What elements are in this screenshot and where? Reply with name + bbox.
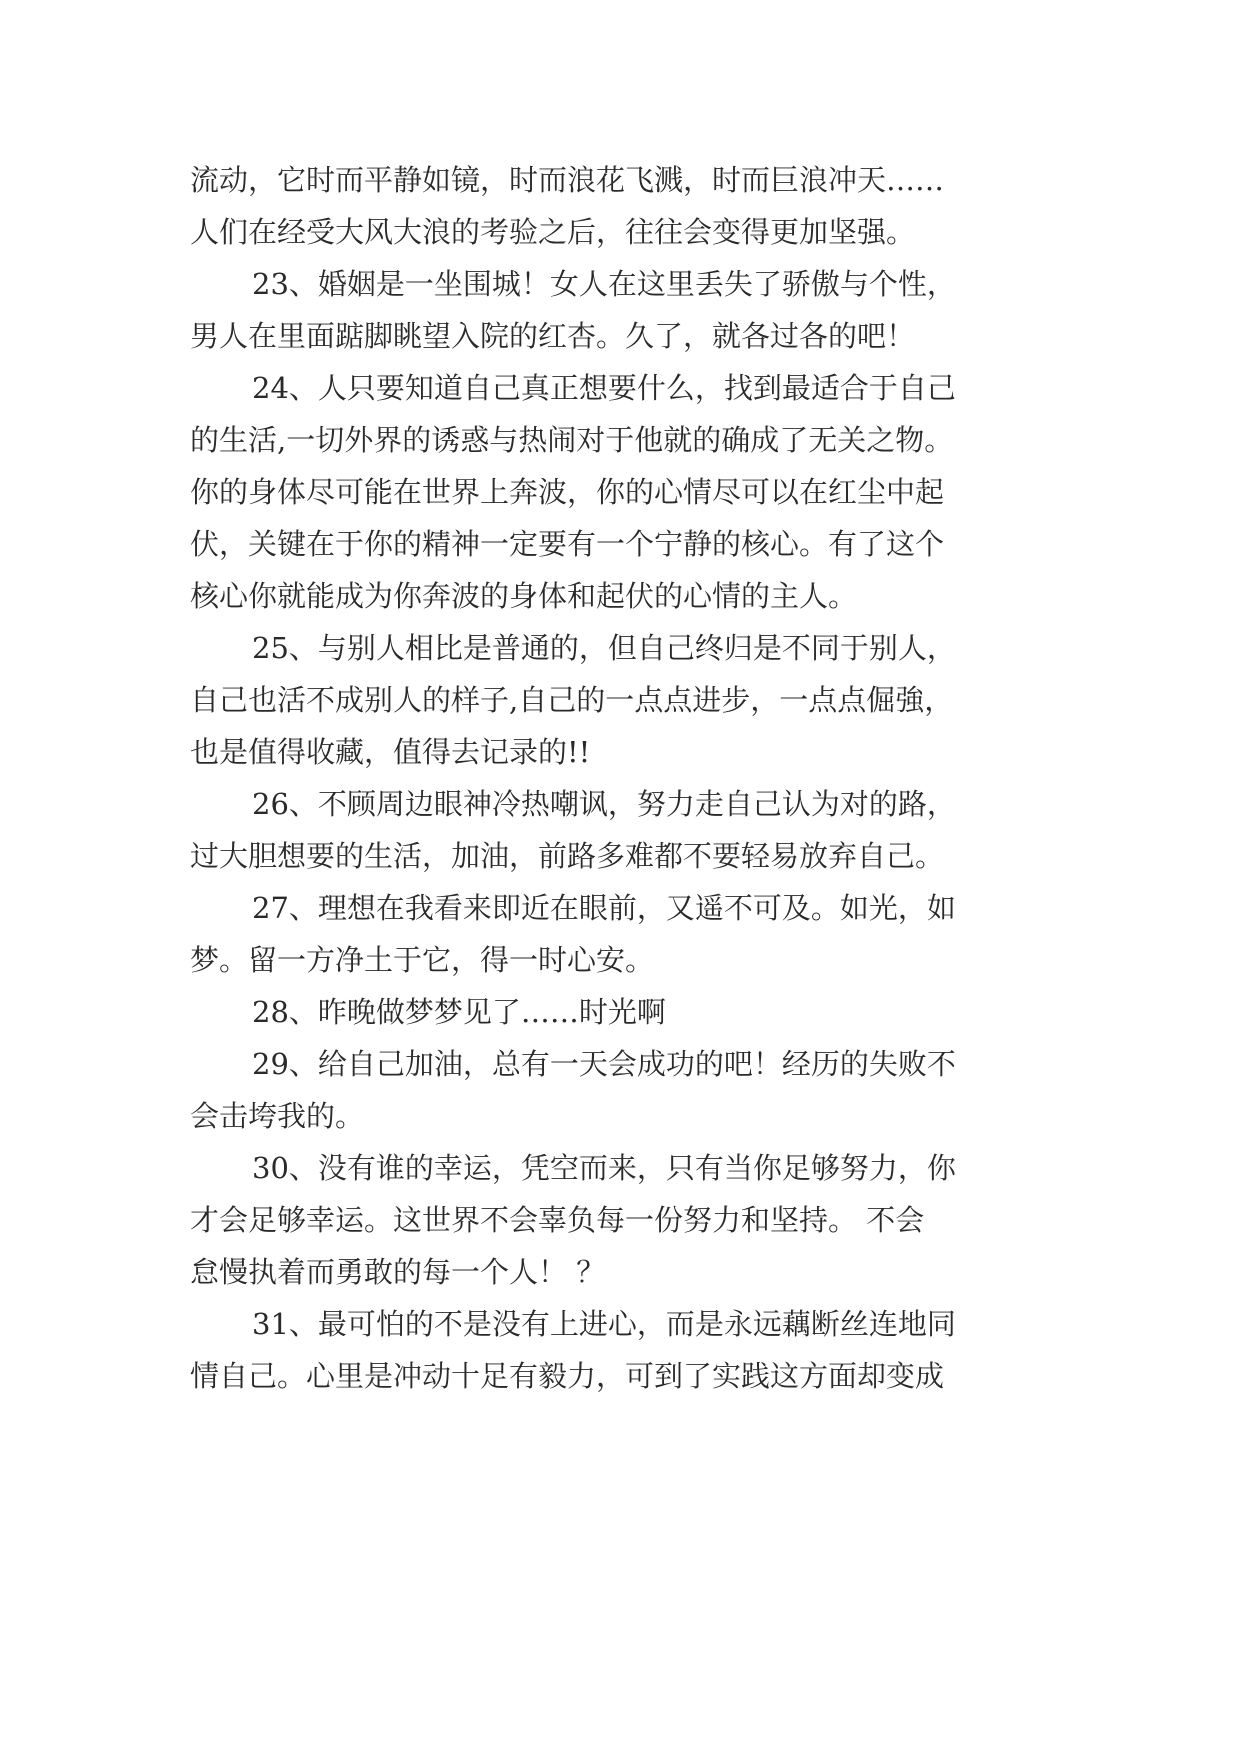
text-line: 23、婚姻是一坐围城！女人在这里丢失了骄傲与个性， — [252, 267, 956, 301]
text-line: 梦。留一方净土于它，得一时心安。 — [190, 943, 655, 977]
text-line: 会击垮我的。 — [190, 1099, 365, 1133]
text-line: 过大胆想要的生活，加油，前路多难都不要轻易放弃自己。 — [190, 839, 945, 873]
text-line: 27、理想在我看来即近在眼前，又遥不可及。如光，如 — [252, 891, 956, 925]
text-line: 也是值得收藏，值得去记录的!! — [190, 735, 591, 769]
text-line: 核心你就能成为你奔波的身体和起伏的心情的主人。 — [190, 579, 858, 613]
text-line: 31、最可怕的不是没有上进心，而是永远藕断丝连地同 — [252, 1307, 956, 1341]
text-line: 的生活,一切外界的诱惑与热闹对于他就的确成了无关之物。 — [190, 423, 954, 457]
text-line: 自己也活不成别人的样子,自己的一点点进步，一点点倔強， — [190, 683, 954, 717]
text-line: 人们在经受大风大浪的考验之后，往往会变得更加坚强。 — [190, 215, 916, 249]
text-line: 你的身体尽可能在世界上奔波，你的心情尽可以在红尘中起 — [190, 475, 945, 509]
text-line: 26、不顾周边眼神冷热嘲讽，努力走自己认为对的路， — [252, 787, 956, 821]
text-line: 28、昨晚做梦梦见了……时光啊 — [252, 995, 666, 1029]
text-line: 24、人只要知道自己真正想要什么，找到最适合于自己 — [252, 371, 956, 405]
text-line: 男人在里面踮脚眺望入院的红杏。久了，就各过各的吧！ — [190, 319, 916, 353]
text-line: 流动，它时而平静如镜，时而浪花飞溅，时而巨浪冲天…… — [190, 163, 945, 197]
text-line: 怠慢执着而勇敢的每一个人！ ？ — [190, 1255, 606, 1289]
text-line: 伏，关键在于你的精神一定要有一个宁静的核心。有了这个 — [190, 527, 945, 561]
text-line: 才会足够幸运。这世界不会辜负每一份努力和坚持。 不会 — [190, 1203, 925, 1237]
text-line: 29、给自己加油，总有一天会成功的吧！经历的失败不 — [252, 1047, 956, 1081]
text-line: 情自己。心里是冲动十足有毅力，可到了实践这方面却变成 — [190, 1359, 945, 1393]
text-line: 25、与别人相比是普通的，但自己终归是不同于别人， — [252, 631, 956, 665]
text-line: 30、没有谁的幸运，凭空而来，只有当你足够努力，你 — [252, 1151, 956, 1185]
